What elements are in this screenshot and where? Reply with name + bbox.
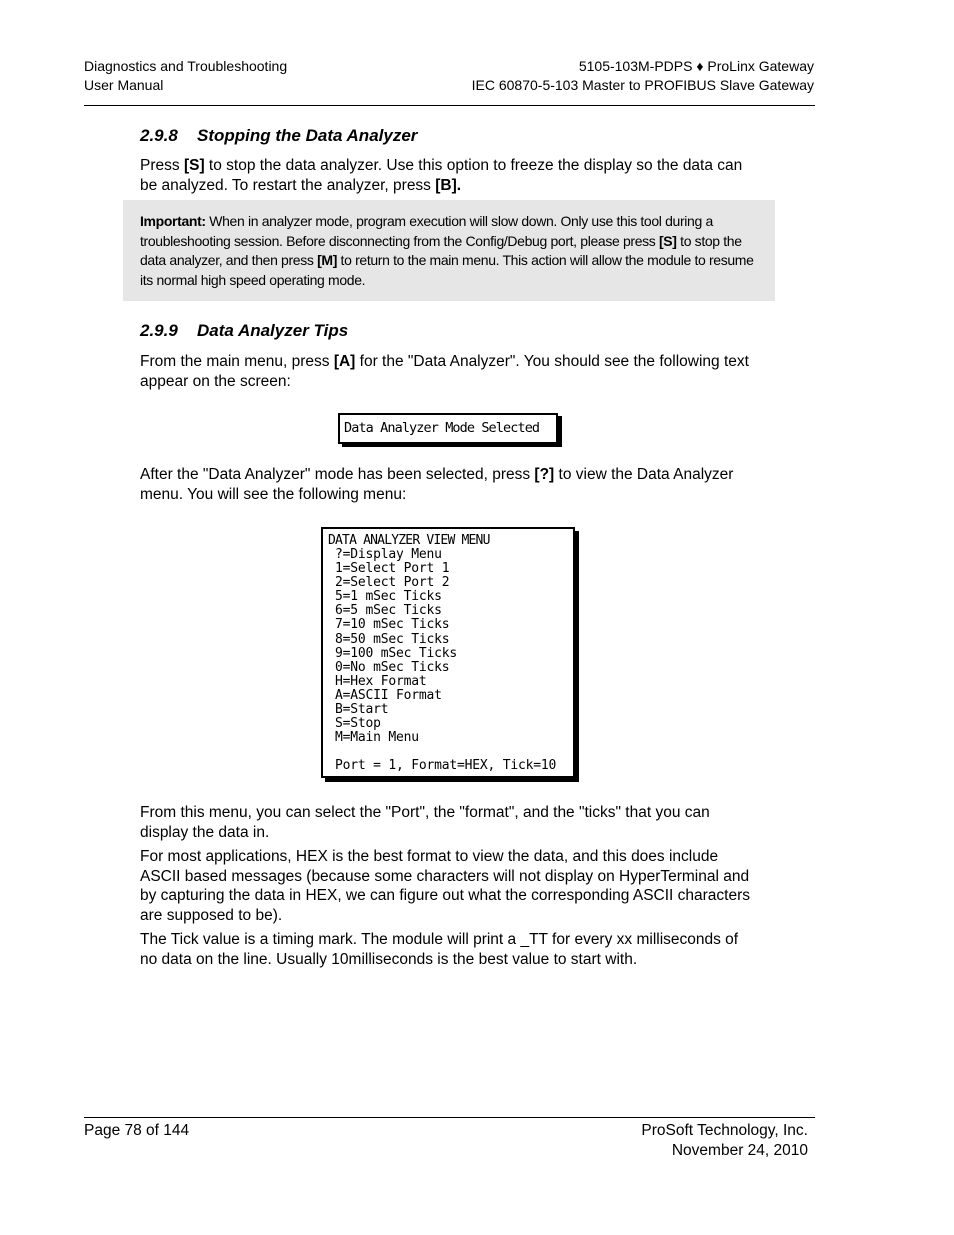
footer-right	[641, 1121, 808, 1160]
text-run: From the main menu, press	[140, 353, 334, 370]
important-label: Important:	[140, 213, 206, 229]
tick-value-paragraph: The Tick value is a timing mark. The module will print a _TT for every xx milliseconds of no data on the line. Usually 10milliseconds is the best value to start with.	[140, 931, 739, 968]
section-heading-2-9-8	[140, 126, 417, 146]
analyzer-mode-screen	[338, 413, 558, 444]
analyzer-mode-text: Data Analyzer Mode Selected	[344, 420, 540, 436]
section-title: Stopping the Data Analyzer	[197, 126, 418, 145]
view-menu-paragraph	[140, 465, 755, 504]
stop-analyzer-paragraph	[140, 156, 755, 195]
key-a: [A]	[333, 353, 356, 370]
menu-option: A=ASCII Format	[335, 687, 442, 703]
menu-options-paragraph: From this menu, you can select the "Port", the "format", and the "ticks" that you can display the data in.	[140, 804, 710, 841]
menu-option: 0=No mSec Ticks	[335, 659, 450, 675]
footer-company: ProSoft Technology, Inc.	[641, 1122, 808, 1139]
menu-title: DATA ANALYZER VIEW MENU	[328, 533, 490, 548]
menu-option: 2=Select Port 2	[335, 575, 450, 591]
key-b: [B].	[435, 176, 462, 194]
footer-date: November 24, 2010	[671, 1141, 808, 1159]
header-doc-type: User Manual	[84, 77, 164, 93]
text-run: for the "Data Analyzer". You should see the following text appear on the screen:	[140, 353, 749, 390]
section-number: 2.9.8	[140, 126, 178, 145]
key-s: [S]	[658, 232, 677, 249]
menu-options-list	[335, 548, 457, 745]
page-number: Page 78 of 144	[84, 1122, 190, 1139]
menu-option: 5=1 mSec Ticks	[335, 589, 442, 605]
running-header-left	[84, 57, 287, 95]
section-title: Data Analyzer Tips	[197, 321, 349, 340]
header-chapter: Diagnostics and Troubleshooting	[84, 58, 288, 74]
section-number: 2.9.9	[140, 321, 178, 340]
menu-option: M=Main Menu	[335, 730, 419, 746]
header-product-desc: IEC 60870-5-103 Master to PROFIBUS Slave Gateway	[471, 77, 814, 93]
running-header-right	[472, 57, 814, 95]
important-note-text	[140, 212, 765, 291]
menu-option: 9=100 mSec Ticks	[335, 645, 458, 661]
menu-option: H=Hex Format	[335, 673, 427, 689]
text-run: Press	[140, 157, 184, 174]
analyzer-view-menu-screen	[321, 527, 575, 778]
main-menu-paragraph	[140, 352, 755, 391]
menu-option: B=Start	[335, 702, 389, 718]
text-run: to stop the data analyzer, and then press	[140, 232, 742, 269]
menu-option: ?=Display Menu	[335, 547, 442, 562]
important-note-box	[123, 200, 775, 301]
header-product: 5105-103M-PDPS ♦ ProLinx Gateway	[578, 58, 814, 74]
key-question: [?]	[534, 466, 555, 483]
text-run: After the "Data Analyzer" mode has been selected, press	[140, 466, 535, 483]
menu-option: 8=50 mSec Ticks	[335, 631, 450, 647]
text-run: to view the Data Analyzer menu. You will see the following menu:	[140, 466, 734, 503]
key-s: [S]	[183, 157, 205, 174]
menu-option: 7=10 mSec Ticks	[335, 617, 450, 633]
key-m: [M]	[317, 252, 338, 269]
menu-status-line: Port = 1, Format=HEX, Tick=10	[335, 758, 557, 773]
hex-format-paragraph: For most applications, HEX is the best format to view the data, and this does include ASCII based messages (because some characters will not display on HyperTerminal and by capturing the data in HEX, we can figure out what the corresponding ASCII characters are supposed to be).	[140, 848, 751, 924]
header-divider	[84, 105, 815, 106]
text-run: to return to the main menu. This action will allow the module to resume its normal high speed operating mode.	[140, 252, 754, 289]
menu-option: S=Stop	[335, 716, 381, 732]
menu-option: 6=5 mSec Ticks	[335, 603, 442, 619]
text-run: When in analyzer mode, program execution will slow down. Only use this tool during a troubleshooting session. Before disconnecting from the Config/Debug port, please press	[140, 213, 713, 249]
footer-divider	[84, 1117, 815, 1118]
text-run: to stop the data analyzer. Use this option to freeze the display so the data can be analyzed. To restart the analyzer, press	[140, 157, 743, 194]
section-heading-2-9-9	[140, 321, 348, 341]
menu-option: 1=Select Port 1	[335, 561, 450, 577]
